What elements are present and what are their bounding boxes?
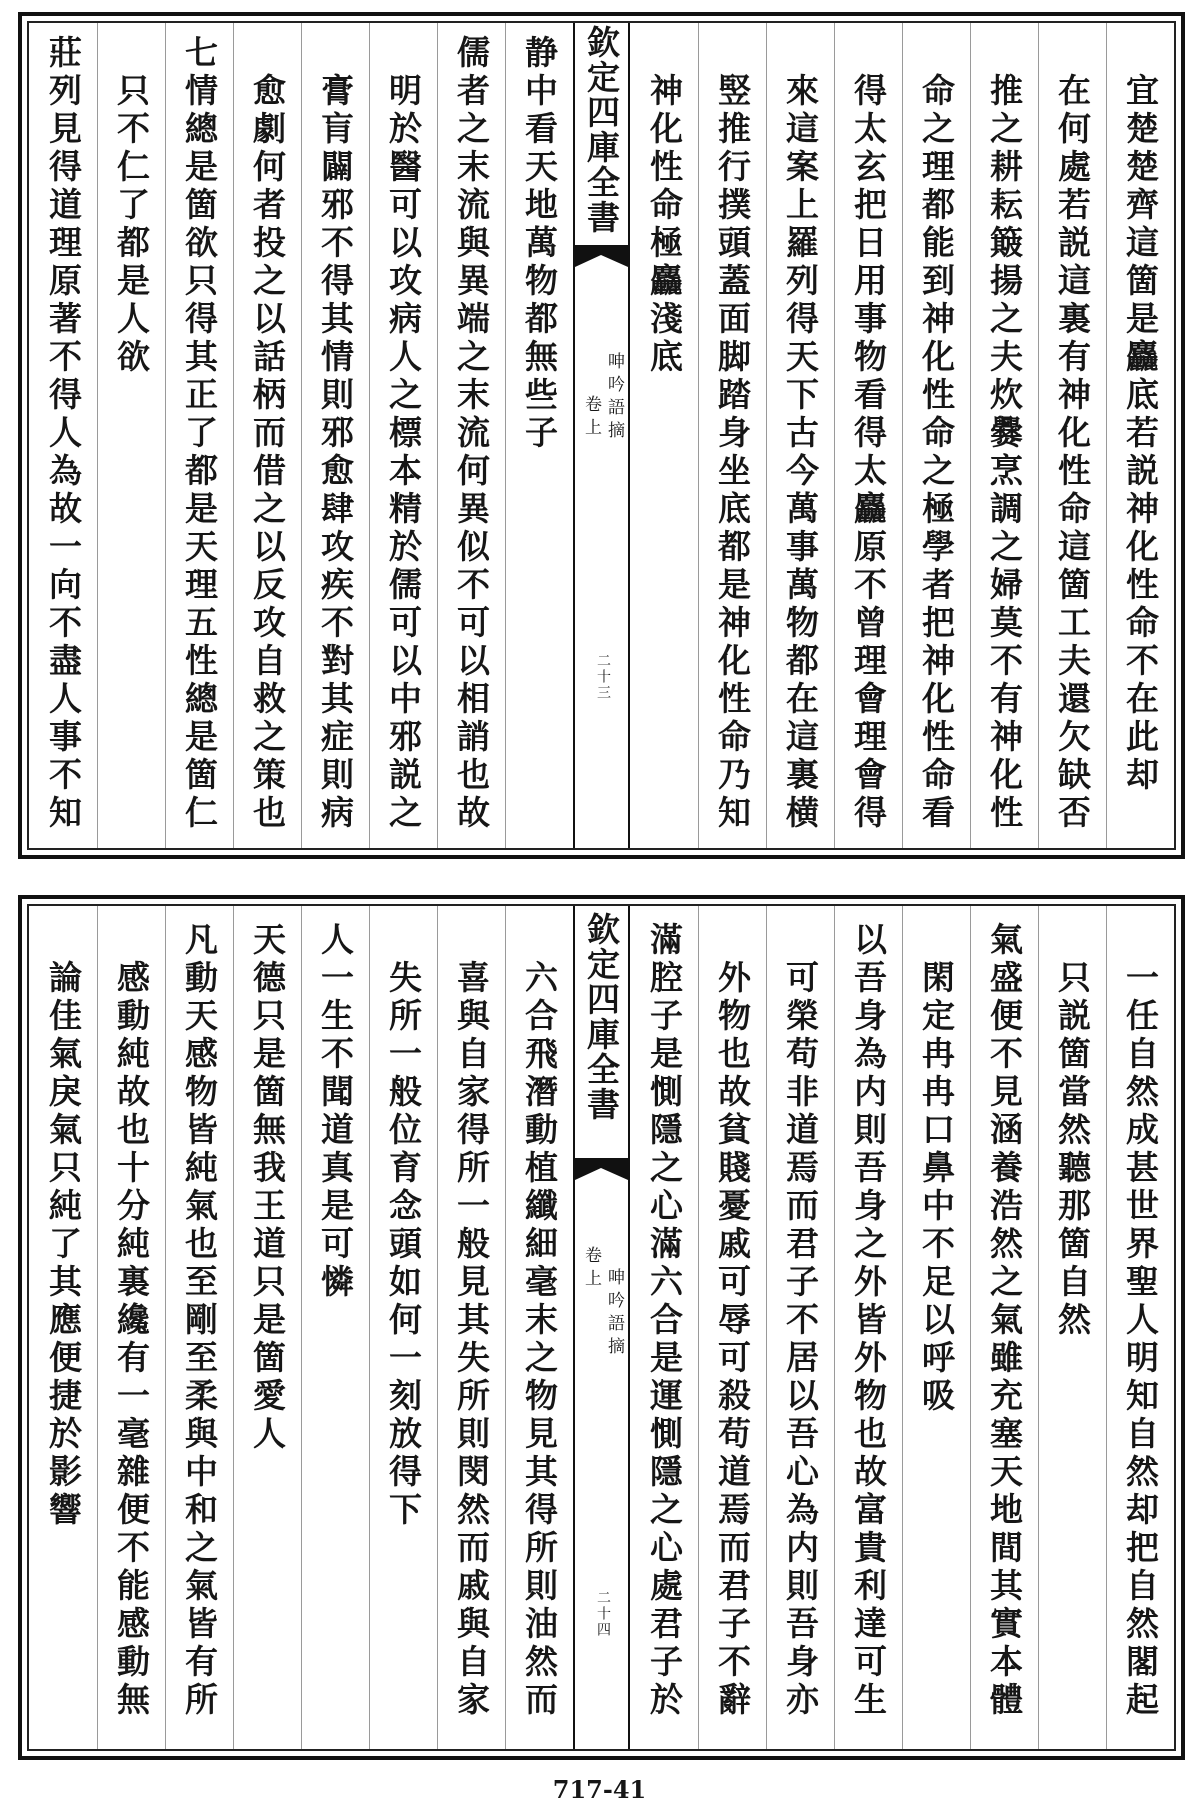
folio-number: 二十三 [595, 653, 611, 701]
upper-right-column-1: 宜楚楚齊這箇是麤底若説神化性命不在此却 [1106, 23, 1174, 848]
upper-right-column-4: 命之理都能到神化性命之極學者把神化性命看 [902, 23, 970, 848]
lower-right-column-5: 以吾身為内則吾身之外皆外物也故富貴利達可生 [834, 906, 902, 1749]
upper-left-column-4: 膏肓闢邪不得其情則邪愈肆攻疾不對其症則病 [301, 23, 369, 848]
lower-right-column-8: 滿腔子是惻隱之心滿六合是運惻隱之心處君子於 [645, 922, 684, 1720]
lower-page-text-area [27, 904, 1176, 1751]
fish-tail-shape [575, 247, 628, 267]
upper-left-column-7: 只不仁了都是人欲 [97, 23, 165, 848]
fish-tail-shape [575, 1160, 628, 1180]
volume-label: 卷上 [581, 395, 601, 441]
upper-left-column-2: 儒者之末流與異端之末流何異似不可以相誚也故 [437, 23, 505, 848]
fish-tail-mark [575, 245, 628, 285]
lower-left-column-3: 失所一般位育念頭如何一刻放得下 [369, 906, 437, 1749]
lower-right-column-4: 閑定冉冉口鼻中不足以呼吸 [902, 906, 970, 1749]
lower-left-column-6: 凡動天感物皆純氣也至剛至柔與中和之氣皆有所 [165, 906, 233, 1749]
fish-tail-mark [575, 1158, 628, 1198]
lower-left-column-7: 感動純故也十分純裏纔有一毫雜便不能感動無 [97, 906, 165, 1749]
lower-left-column-2: 喜與自家得所一般見其失所則閔然而戚與自家 [437, 906, 505, 1749]
lower-page-frame [18, 895, 1185, 1760]
lower-right-column-2: 只説箇當然聽那箇自然 [1038, 906, 1106, 1749]
upper-right-column-2: 在何處若説這裏有神化性命這箇工夫還欠缺否 [1038, 23, 1106, 848]
upper-right-column-3: 推之耕耘簸揚之夫炊爨烹調之婦莫不有神化性 [970, 23, 1038, 848]
upper-page-text-area [27, 21, 1176, 850]
lower-left-column-8: 論佳氣戾氣只純了其應便捷於影響 [44, 960, 83, 1530]
upper-left-column-8: 莊列見得道理原著不得人為故一向不盡人事不知 [44, 35, 83, 833]
upper-left-column-5: 愈劇何者投之以話柄而借之以反攻自救之策也 [233, 23, 301, 848]
upper-right-column-7: 竪推行撲頭蓋面脚踏身坐底都是神化性命乃知 [698, 23, 766, 848]
collection-title: 欽定四庫全書 [582, 25, 621, 235]
lower-right-column-3: 氣盛便不見涵養浩然之氣雖充塞天地間其實本體 [970, 906, 1038, 1749]
volume-label: 卷上 [581, 1246, 601, 1292]
lower-center-banner [573, 906, 630, 1749]
lower-left-column-1: 六合飛潛動植纖細毫末之物見其得所則油然而 [505, 906, 573, 1749]
upper-left-column-1: 静中看天地萬物都無些子 [505, 23, 573, 848]
book-title: 呻吟語摘 [604, 1268, 624, 1360]
lower-left-column-5: 天德只是箇無我王道只是箇愛人 [233, 906, 301, 1749]
lower-right-column-7: 外物也故貧賤憂戚可辱可殺苟道焉而君子不辭 [698, 906, 766, 1749]
lower-right-column-1: 一任自然成甚世界聖人明知自然却把自然閣起 [1106, 906, 1174, 1749]
upper-page-frame [18, 12, 1185, 859]
upper-left-column-6: 七情總是箇欲只得其正了都是天理五性總是箇仁 [165, 23, 233, 848]
upper-right-column-5: 得太玄把日用事物看得太麤原不曾理會理會得 [834, 23, 902, 848]
page-number: 717-41 [552, 1775, 647, 1804]
collection-title: 欽定四庫全書 [582, 912, 621, 1122]
lower-left-column-4: 人一生不聞道真是可憐 [301, 906, 369, 1749]
folio-number: 二十四 [595, 1590, 611, 1638]
upper-right-column-6: 來這案上羅列得天下古今萬事萬物都在這裏横 [766, 23, 834, 848]
upper-center-banner [573, 23, 630, 848]
lower-right-column-6: 可榮苟非道焉而君子不居以吾心為内則吾身亦 [766, 906, 834, 1749]
upper-left-column-3: 明於醫可以攻病人之標本精於儒可以中邪説之 [369, 23, 437, 848]
book-title: 呻吟語摘 [604, 352, 624, 444]
upper-right-column-8: 神化性命極麤淺底 [645, 73, 684, 377]
